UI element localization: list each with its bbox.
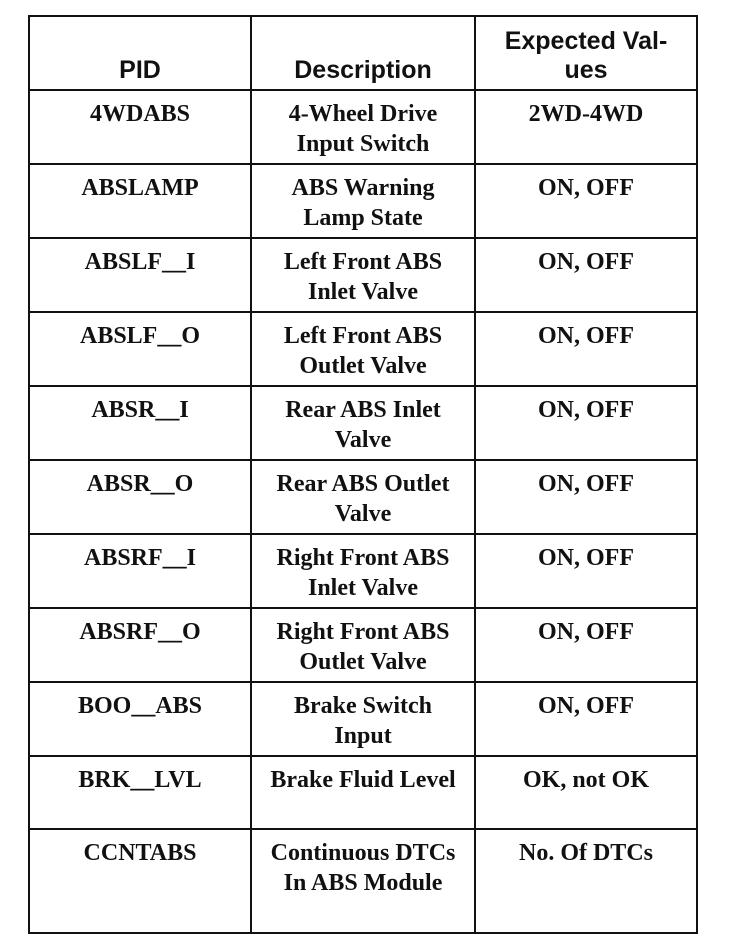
cell-description [251,460,475,534]
cell-description-text: Continuous DTCs In ABS Module [270,840,456,896]
cell-description [251,756,475,829]
table-row [29,90,697,164]
header-expected-values-label: Expected Val-ues [504,27,668,84]
cell-description [251,164,475,238]
table-row [29,386,697,460]
header-description: Description [251,16,475,90]
cell-description-text: Rear ABS Inlet Valve [285,397,441,453]
cell-expected: ON, OFF [475,608,697,682]
header-expected-values [475,16,697,90]
cell-expected: OK, not OK [475,756,697,829]
cell-description-text: 4-Wheel Drive Input Switch [288,101,438,157]
table-row [29,682,697,756]
cell-description [251,534,475,608]
cell-description [251,90,475,164]
header-pid: PID [29,16,251,90]
cell-description [251,608,475,682]
cell-description [251,238,475,312]
table-row [29,164,697,238]
cell-description-text: Rear ABS Outlet Valve [276,471,450,527]
table-header-row [29,16,697,90]
cell-description-text: Brake Fluid Level [270,767,456,793]
table-row [29,608,697,682]
cell-description [251,682,475,756]
cell-pid: ABSR__I [29,386,251,460]
cell-pid: BRK__LVL [29,756,251,829]
pid-table [28,15,698,934]
cell-expected: ON, OFF [475,682,697,756]
cell-pid: ABSLF__O [29,312,251,386]
cell-description-text: Left Front ABS Outlet Valve [283,323,443,379]
cell-expected: 2WD-4WD [475,90,697,164]
table-row [29,534,697,608]
cell-expected: ON, OFF [475,164,697,238]
cell-pid: ABSLAMP [29,164,251,238]
cell-description [251,312,475,386]
cell-expected: ON, OFF [475,238,697,312]
cell-description-text: Brake Switch Input [294,693,432,749]
table-row [29,756,697,829]
cell-pid: 4WDABS [29,90,251,164]
cell-pid: ABSR__O [29,460,251,534]
cell-pid: BOO__ABS [29,682,251,756]
cell-description-text: Right Front ABS Outlet Valve [276,619,450,675]
table-row [29,312,697,386]
cell-expected: ON, OFF [475,460,697,534]
table-row [29,238,697,312]
cell-description-text: Right Front ABS Inlet Valve [276,545,450,601]
cell-pid: ABSRF__O [29,608,251,682]
cell-description-text: Left Front ABS Inlet Valve [283,249,443,305]
cell-expected: ON, OFF [475,386,697,460]
cell-pid: ABSRF__I [29,534,251,608]
cell-expected: No. Of DTCs [475,829,697,933]
cell-pid: ABSLF__I [29,238,251,312]
cell-description-text: ABS Warning Lamp State [291,175,435,231]
cell-description [251,829,475,933]
cell-pid: CCNTABS [29,829,251,933]
cell-expected: ON, OFF [475,534,697,608]
cell-expected: ON, OFF [475,312,697,386]
table-row [29,460,697,534]
cell-description [251,386,475,460]
table-row [29,829,697,933]
